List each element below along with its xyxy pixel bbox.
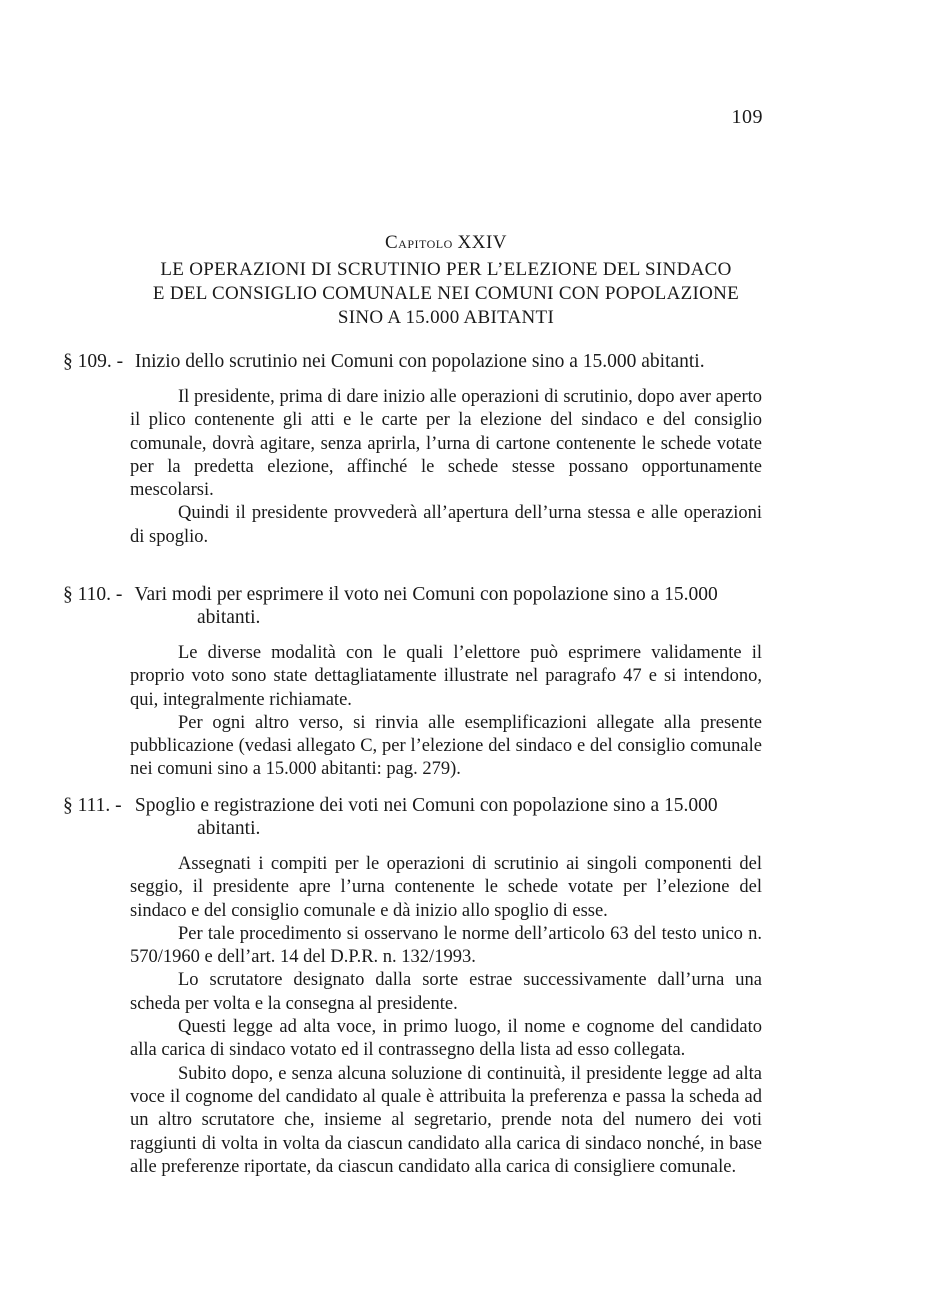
section-title: Spoglio e registrazione dei voti nei Comuni con popolazione sino a 15.000 abitanti.: [134, 795, 718, 839]
section-111: [63, 794, 762, 1179]
page-number: 109: [731, 106, 763, 128]
section-title: Inizio dello scrutinio nei Comuni con popolazione sino a 15.000 abitanti.: [134, 351, 705, 372]
paragraph: Subito dopo, e senza alcuna soluzione di continuità, il presidente legge ad alta voce il cognome del candidato al quale è attribuita la preferenza e passa la scheda ad un altro scrutatore che, insieme al segretario, prende nota del numero dei voti raggiunti di volta in volta da ciascun candidato alla carica di sindaco nonché, in base alle preferenze riportate, da ciascun candidato alla carica di consigliere comunale.: [130, 1063, 762, 1177]
paragraph: Lo scrutatore designato dalla sorte estrae successivamente dall’urna una scheda per volta e la consegna al presidente.: [130, 970, 762, 1014]
chapter-label-rest: apitolo: [398, 233, 453, 252]
section-110: [63, 583, 762, 782]
chapter-title-line: SINO A 15.000 ABITANTI: [337, 307, 555, 328]
chapter-title-line: LE OPERAZIONI DI SCRUTINIO PER L’ELEZIONE DEL SINDACO: [160, 259, 732, 280]
section-heading: § 110. - Vari modi per esprimere il voto nei Comuni con popolazione sino a 15.000 abitanti.: [63, 584, 718, 628]
section-heading: § 109. - Inizio dello scrutinio nei Comuni con popolazione sino a 15.000 abitanti.: [63, 351, 705, 372]
paragraph: Questi legge ad alta voce, in primo luogo, il nome e cognome del candidato alla carica di sindaco votato ed il contrassegno della lista ad esso collegata.: [130, 1017, 762, 1061]
chapter-title-line: E DEL CONSIGLIO COMUNALE NEI COMUNI CON POPOLAZIONE: [152, 283, 740, 304]
section-heading: § 111. - Spoglio e registrazione dei voti nei Comuni con popolazione sino a 15.000 abitanti.: [63, 795, 718, 839]
paragraph: Le diverse modalità con le quali l’elettore può esprimere validamente il proprio voto sono state dettagliatamente illustrate nel paragrafo 47 e si intendono, qui, integralmente richiamate.: [130, 643, 762, 710]
chapter-label-initial: C: [384, 232, 399, 253]
section-title: Vari modi per esprimere il voto nei Comuni con popolazione sino a 15.000 abitanti.: [134, 584, 718, 628]
chapter-header: [130, 230, 762, 330]
paragraph: Quindi il presidente provvederà all’apertura dell’urna stessa e alle operazioni di spoglio.: [130, 503, 762, 547]
chapter-title: [130, 258, 762, 330]
paragraph: Per ogni altro verso, si rinvia alle esemplificazioni allegate alla presente pubblicazione (vedasi allegato C, per l’elezione del sindaco e del consiglio comunale nei comuni sino a 15.000 abitanti: pag. 279).: [130, 712, 762, 780]
chapter-label: [130, 230, 762, 256]
chapter-number: XXIV: [457, 232, 508, 253]
paragraph: Per tale procedimento si osservano le norme dell’articolo 63 del testo unico n. 570/1960 e dell’art. 14 del D.P.R. n. 132/1993.: [130, 923, 762, 968]
paragraph: Il presidente, prima di dare inizio alle operazioni di scrutinio, dopo aver aperto il plico contenente gli atti e le carte per la elezione del sindaco e del consiglio comunale, dovrà agitare, senza aprirla, l’urna di cartone contenente le schede votate per la predetta elezione, affinché le schede stesse possano opportunamente mescolarsi.: [130, 387, 762, 501]
paragraph: Assegnati i compiti per le operazioni di scrutinio ai singoli componenti del seggio, il presidente apre l’urna contenente le schede votate per l’elezione del sindaco e del consiglio comunale e dà inizio allo spoglio di esse.: [130, 854, 762, 921]
section-109: [63, 350, 762, 549]
